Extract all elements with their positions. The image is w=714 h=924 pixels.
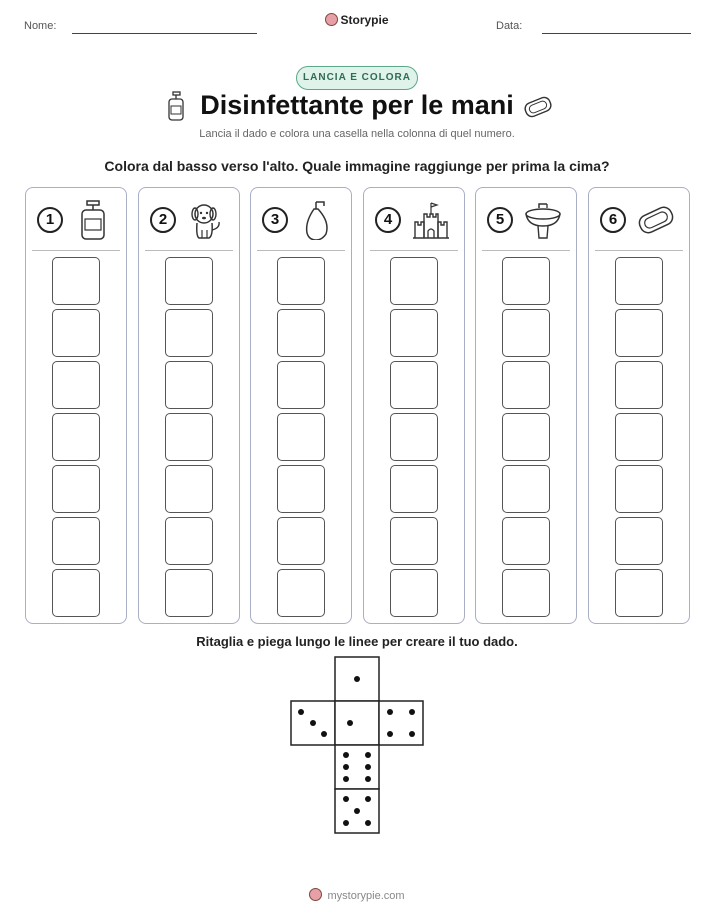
column-divider (482, 250, 570, 251)
color-box[interactable] (277, 569, 325, 617)
color-box[interactable] (390, 465, 438, 513)
color-box[interactable] (615, 465, 663, 513)
color-box[interactable] (277, 517, 325, 565)
date-line[interactable] (542, 33, 691, 34)
color-box[interactable] (165, 413, 213, 461)
brand (0, 13, 714, 27)
column-divider (32, 250, 120, 251)
column-4 (363, 187, 465, 624)
page-title: Disinfettante per le mani (200, 90, 514, 120)
color-box[interactable] (615, 569, 663, 617)
color-box[interactable] (52, 569, 100, 617)
soap-bar-title-icon (522, 94, 554, 120)
sandcastle-icon (411, 200, 451, 240)
color-box[interactable] (277, 413, 325, 461)
footer-url[interactable]: mystorypie.com (327, 890, 405, 902)
column-3 (250, 187, 352, 624)
footer (0, 888, 714, 902)
column-number: 1 (37, 207, 63, 233)
color-box[interactable] (277, 257, 325, 305)
brand-name: Storypie (340, 13, 389, 27)
soap-pump-icon (73, 200, 113, 240)
column-2 (138, 187, 240, 624)
column-5 (475, 187, 577, 624)
color-box[interactable] (277, 361, 325, 409)
color-box[interactable] (502, 517, 550, 565)
column-divider (595, 250, 683, 251)
color-box[interactable] (502, 309, 550, 357)
column-divider (145, 250, 233, 251)
page-subtitle: Lancia il dado e colora una casella nella colonna di quel numero. (199, 128, 515, 140)
color-box[interactable] (390, 569, 438, 617)
color-box[interactable] (52, 309, 100, 357)
instruction-text: Colora dal basso verso l'alto. Quale immagine raggiunge per prima la cima? (104, 158, 610, 174)
storypie-logo-icon (309, 888, 322, 901)
color-box[interactable] (52, 361, 100, 409)
color-box[interactable] (390, 413, 438, 461)
puppy-icon (186, 200, 226, 240)
color-box[interactable] (615, 257, 663, 305)
color-box[interactable] (615, 309, 663, 357)
column-1 (25, 187, 127, 624)
column-number: 5 (487, 207, 513, 233)
soap-bar-icon (636, 200, 676, 240)
color-box[interactable] (502, 413, 550, 461)
color-box[interactable] (165, 309, 213, 357)
name-label: Nome: (24, 20, 57, 32)
color-box[interactable] (52, 257, 100, 305)
activity-badge: LANCIA E COLORA (296, 66, 418, 90)
color-box[interactable] (502, 465, 550, 513)
column-number: 4 (375, 207, 401, 233)
die-face-1-center (335, 701, 379, 745)
color-box[interactable] (277, 309, 325, 357)
name-line[interactable] (72, 33, 257, 34)
column-6 (588, 187, 690, 624)
spray-bottle-icon (298, 200, 338, 240)
color-box[interactable] (52, 465, 100, 513)
color-box[interactable] (277, 465, 325, 513)
column-divider (257, 250, 345, 251)
color-box[interactable] (165, 361, 213, 409)
sink-icon (523, 200, 563, 240)
color-box[interactable] (615, 413, 663, 461)
cut-instruction: Ritaglia e piega lungo le linee per creare il tuo dado. (196, 634, 518, 649)
storypie-logo-icon (325, 13, 338, 26)
column-number: 6 (600, 207, 626, 233)
color-box[interactable] (165, 517, 213, 565)
color-box[interactable] (165, 465, 213, 513)
date-label: Data: (496, 20, 523, 32)
color-box[interactable] (52, 517, 100, 565)
color-box[interactable] (390, 257, 438, 305)
die-face-6 (335, 745, 379, 789)
color-box[interactable] (52, 413, 100, 461)
color-box[interactable] (615, 517, 663, 565)
column-number: 2 (150, 207, 176, 233)
die-net[interactable] (290, 656, 424, 834)
color-box[interactable] (165, 569, 213, 617)
color-box[interactable] (615, 361, 663, 409)
die-face-4 (379, 701, 423, 745)
color-box[interactable] (390, 309, 438, 357)
color-box[interactable] (390, 361, 438, 409)
color-box[interactable] (502, 569, 550, 617)
color-box[interactable] (165, 257, 213, 305)
column-number: 3 (262, 207, 288, 233)
color-box[interactable] (502, 257, 550, 305)
color-box[interactable] (502, 361, 550, 409)
column-divider (370, 250, 458, 251)
color-box[interactable] (390, 517, 438, 565)
